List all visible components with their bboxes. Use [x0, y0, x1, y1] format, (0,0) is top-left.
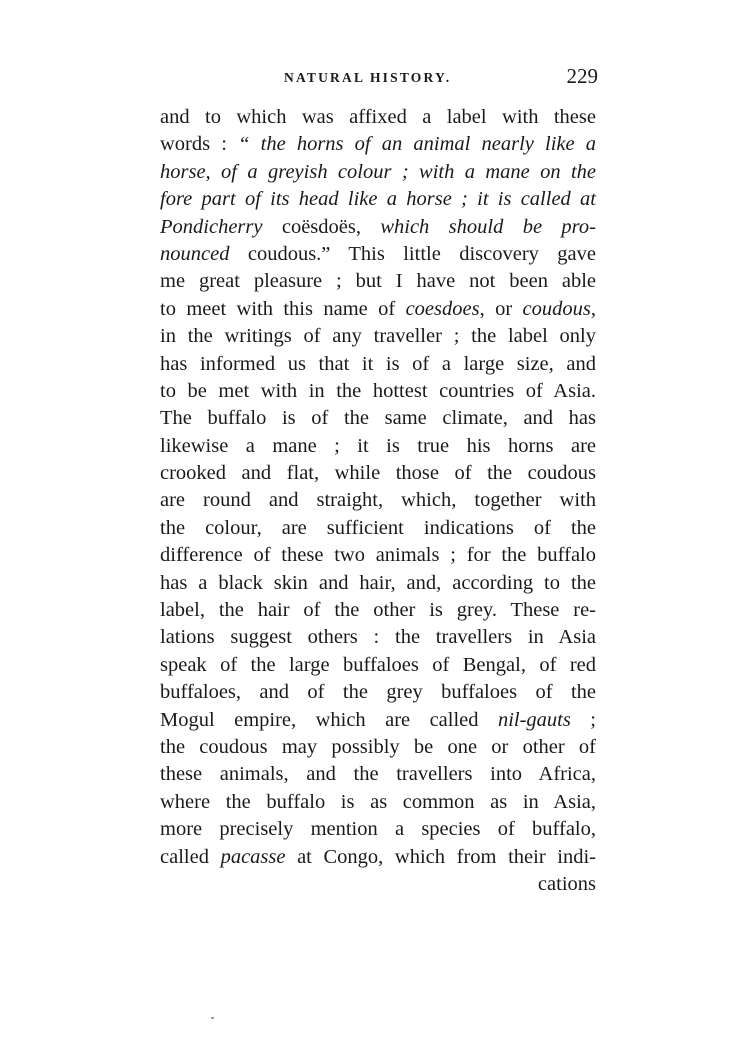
text-line: [160, 624, 596, 651]
text-line: [160, 405, 596, 432]
text-line: [160, 789, 596, 816]
italic-term: nil-gauts: [497, 708, 571, 731]
text-span: , or: [479, 297, 523, 320]
quoted-label-text: Pondicherry: [160, 215, 263, 238]
text-span: The buffalo is of the same climate, and has: [160, 407, 596, 430]
text-line: [160, 323, 596, 350]
text-line: [160, 268, 596, 295]
text-line: [160, 241, 596, 268]
text-span: these animals, and the travellers into Africa,: [160, 763, 596, 786]
text-line: [160, 570, 596, 597]
text-span: the coudous may possibly be one or other of: [160, 735, 596, 758]
text-line: [160, 515, 596, 542]
text-line: [160, 104, 596, 131]
quoted-label-text: which should be pro-: [380, 215, 596, 238]
text-line: [160, 597, 596, 624]
catchword: [160, 871, 596, 898]
text-span: lations suggest others : the travellers in Asia: [160, 626, 596, 649]
text-line: [160, 378, 596, 405]
text-span: are round and straight, which, together with: [160, 489, 596, 512]
text-span: where the buffalo is as common as in Asia,: [160, 790, 596, 813]
text-span: to meet with this name of: [160, 297, 406, 320]
text-span: buffaloes, and of the grey buffaloes of the: [160, 681, 596, 704]
text-span: has a black skin and hair, and, according to the: [160, 571, 596, 594]
text-span: crooked and flat, while those of the coudous: [160, 462, 596, 485]
italic-term: coudous: [522, 297, 591, 320]
quoted-label-text: nounced: [160, 242, 230, 265]
text-line: [160, 131, 596, 158]
text-span: difference of these two animals ; for the buffalo: [160, 544, 596, 567]
text-line: [160, 351, 596, 378]
text-line: [160, 816, 596, 843]
text-line: [160, 159, 596, 186]
text-span: me great pleasure ; but I have not been able: [160, 270, 596, 293]
text-line: [160, 214, 596, 241]
body-text: [160, 104, 596, 898]
text-span: likewise a mane ; it is true his horns are: [160, 434, 596, 457]
text-line: [160, 844, 596, 871]
paper-speck: [211, 1017, 214, 1019]
text-span: has informed us that it is of a large size, and: [160, 352, 596, 375]
text-span: in the writings of any traveller ; the label only: [160, 325, 596, 348]
text-line: [160, 652, 596, 679]
text-span: coësdoës,: [262, 215, 381, 238]
text-span: words :: [160, 133, 239, 156]
text-span: Mogul empire, which are called: [160, 708, 498, 731]
text-span: ,: [590, 297, 596, 320]
running-title: NATURAL HISTORY.: [284, 70, 452, 85]
text-span: label, the hair of the other is grey. These re-: [160, 599, 596, 622]
text-span: cations: [537, 872, 596, 895]
text-span: at Congo, which from their indi-: [285, 845, 596, 868]
text-span: called: [160, 845, 221, 868]
italic-term: pacasse: [220, 845, 286, 868]
running-head: [160, 64, 598, 94]
text-line: [160, 679, 596, 706]
text-span: and to which was affixed a label with these: [160, 106, 596, 128]
page-number: 229: [566, 64, 598, 88]
text-line: [160, 734, 596, 761]
text-line: [160, 433, 596, 460]
quoted-label-text: “ the horns of an animal nearly like a: [238, 133, 596, 156]
text-span: to be met with in the hottest countries of Asia.: [160, 379, 596, 402]
italic-term: coesdoes: [405, 297, 480, 320]
text-span: coudous.” This little discovery gave: [229, 242, 596, 265]
text-line: [160, 542, 596, 569]
text-line: [160, 487, 596, 514]
quoted-label-text: horse, of a greyish colour ; with a mane on the: [160, 160, 596, 183]
text-line: [160, 707, 596, 734]
text-span: ;: [570, 708, 596, 731]
text-line: [160, 761, 596, 788]
text-span: more precisely mention a species of buffalo,: [160, 818, 596, 841]
text-span: speak of the large buffaloes of Bengal, of red: [160, 653, 596, 676]
quoted-label-text: fore part of its head like a horse ; it is called at: [160, 188, 596, 211]
text-line: [160, 460, 596, 487]
text-line: [160, 296, 596, 323]
text-span: the colour, are sufficient indications of the: [160, 516, 596, 539]
text-line: [160, 186, 596, 213]
